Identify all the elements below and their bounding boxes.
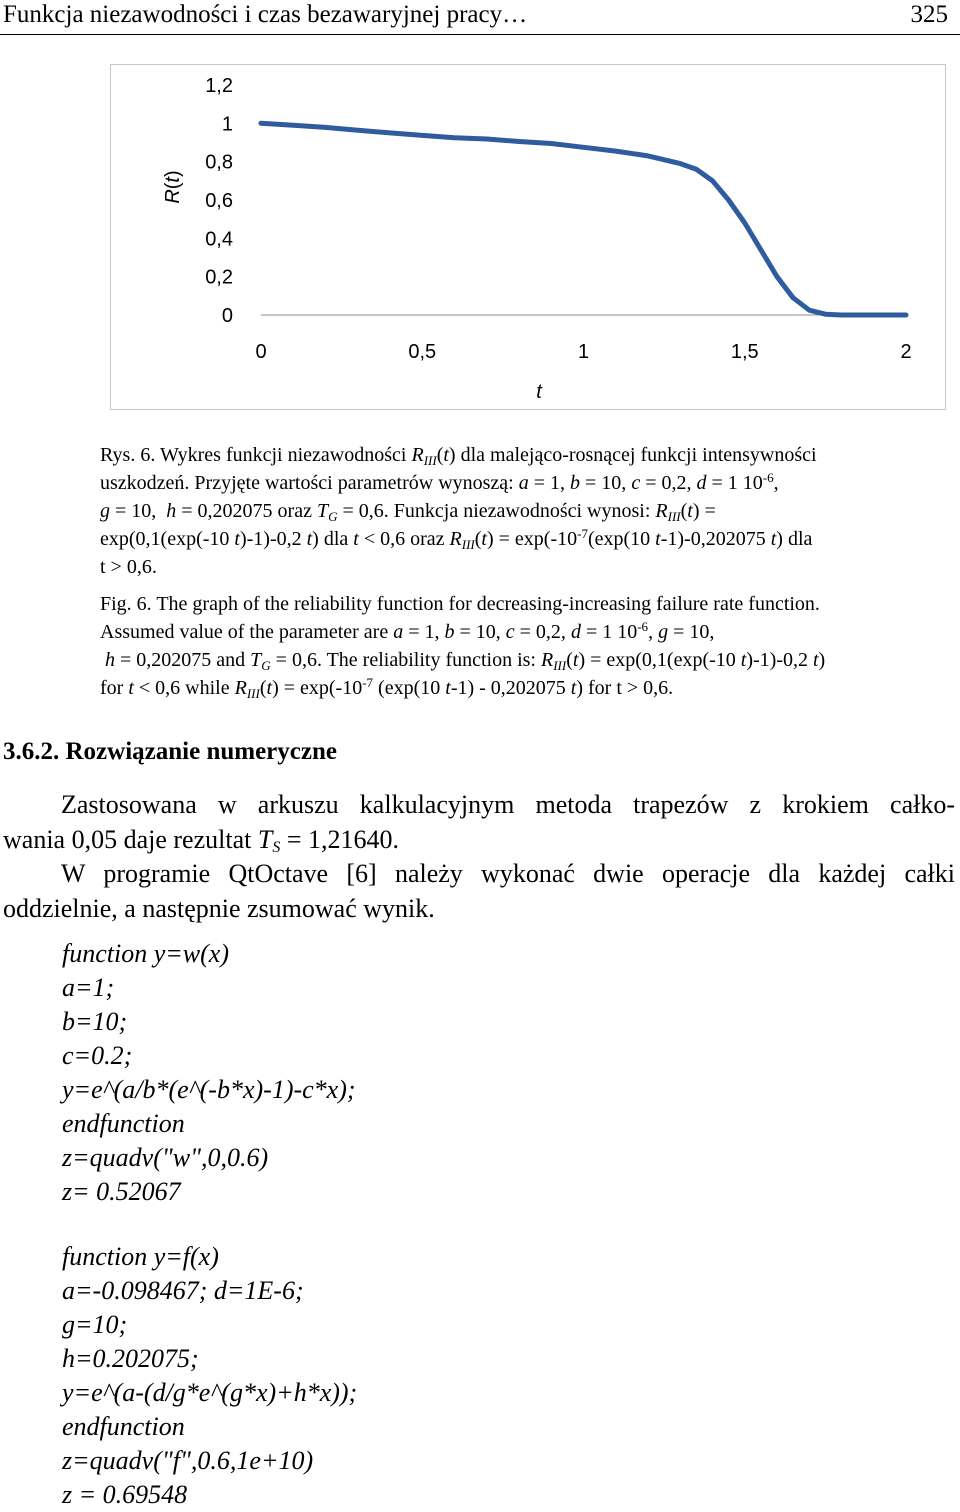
y-tick-label: 0,2 [205, 266, 233, 289]
figure-caption-polish: Rys. 6. Wykres funkcji niezawodności $R_{III}(t)$ dla malejąco-rosnącej funkcji intensywności uszkodzeń. Przyjęte wartości parametrów wynoszą: a = 1, b = 10, c = 0,2, d = 1 $10^{-6}$, g = 10, h = 0,202075 oraz $T_G = 0,6$. Funkcja niezawodności wynosi: $R_{III}(t)$ = exp(0,1(exp(-10 t)-1)-0,2 t) dla t < 0,6 oraz $R_{III}(t) = \exp(-10^{-7}(\exp(10$ t-1)-0,202075 t) dla t > 0,6. [100, 444, 817, 578]
code-line: endfunction [62, 1109, 185, 1138]
code-line: b=10; [62, 1007, 128, 1036]
paragraph-trapezoid-result: Zastosowana w arkuszu kalkulacyjnym metoda trapezów z krokiem całko- wania 0,05 daje rezultat $T_S = 1,21640$. [3, 790, 955, 856]
x-tick-label: 1 [577, 341, 590, 363]
code-line: z=quadv("f",0.6,1e+10) [62, 1446, 314, 1475]
code-line: a=-0.098467; d=1E-6; [62, 1276, 304, 1305]
code-line: z = 0.69548 [62, 1480, 188, 1509]
figure-caption-english: Fig. 6. The graph of the reliability function for decreasing-increasing failure rate function. Assumed value of the parameter are a = 1, b = 10, c = 0,2, d = 1 $10^{-6}$, g = 10, h = 0,202075 and $T_G = 0,6$. The reliability function is: $R_{III}(t) = \exp(0,1(\exp(-10$ t)-1)-0,2 t) for t < 0,6 while $R_{III}(t) = \exp(-10^{-7}$ (exp(10 t-1) - 0,202075 t) for t > 0,6. [100, 593, 826, 701]
page-header [0, 0, 960, 35]
section-heading: 3.6.2. Rozwiązanie numeryczne [3, 738, 337, 765]
x-tick-label: 0,5 [408, 341, 437, 363]
x-tick-label: 2 [900, 341, 912, 363]
code-line: h=0.202075; [62, 1344, 199, 1373]
x-axis-label: t [536, 381, 542, 403]
y-axis-label: R(t) [162, 170, 184, 204]
y-tick-label: 0,6 [205, 190, 233, 212]
code-line: endfunction [62, 1412, 185, 1441]
code-line: y=e^(a/b*(e^(-b*x)-1)-c*x); [62, 1075, 356, 1104]
x-tick-label: 1,5 [730, 341, 759, 363]
code-line: a=1; [62, 973, 115, 1002]
series-line-r-iii [261, 123, 906, 315]
y-tick-label: 0,8 [205, 151, 233, 174]
paragraph-qtoctave: W programie QtOctave [6] należy wykonać dwie operacje dla każdej całki oddzielnie, a następnie zsumować wynik. [3, 859, 955, 923]
code-line: y=e^(a-(d/g*e^(g*x)+h*x)); [62, 1378, 358, 1407]
reliability-chart [110, 64, 946, 410]
y-tick-label: 1 [221, 113, 233, 136]
chart-canvas [111, 65, 945, 409]
code-line: function y=f(x) [62, 1242, 219, 1271]
code-block-w [62, 937, 356, 1209]
y-tick-label: 0,4 [205, 228, 233, 251]
code-line: z= 0.52067 [62, 1177, 181, 1206]
y-tick-label: 1,2 [205, 75, 233, 97]
page-number: 325 [910, 1, 948, 28]
code-line: function y=w(x) [62, 939, 229, 968]
code-line: g=10; [62, 1310, 128, 1339]
code-block-f [62, 1240, 357, 1512]
code-line: c=0.2; [62, 1041, 133, 1070]
y-tick-label: 0 [221, 305, 233, 327]
code-line: z=quadv("w",0,0.6) [62, 1143, 269, 1172]
running-title: Funkcja niezawodności i czas bezawaryjnej pracy… [3, 1, 528, 28]
x-tick-label: 0 [255, 341, 267, 363]
